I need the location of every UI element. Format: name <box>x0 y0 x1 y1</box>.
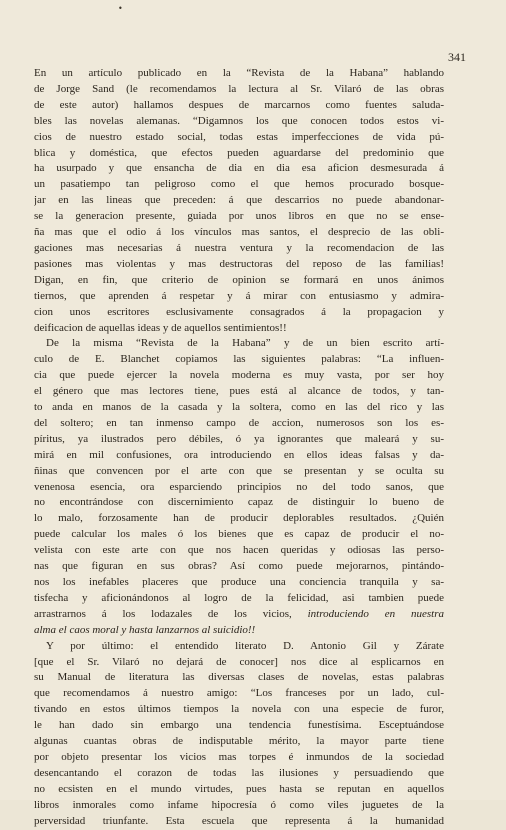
text-line: algunas cuantas obras de indisputable mérito, la mayor parte tiene <box>34 735 444 748</box>
text-line: bles las novelas alemanas. “Digamnos los que conocen todos estos vi- <box>34 114 444 127</box>
text-line: de este autor) hallamos despues de marcarnos como fuentes saluda- <box>34 98 444 111</box>
text-line: un pasatiempo tan peligroso como el que hemos procurado bosque- <box>34 178 444 191</box>
text-line: blica y doméstica, que efectos pueden aguardarse del predominio que <box>34 146 444 159</box>
text-line: puede calcular los males ó los bienes que es capaz de producir el no- <box>34 528 444 541</box>
text-line: del soltero; en tan inmenso campo de accion, numerosos son los es- <box>34 416 444 429</box>
text-line: el género que mas lectores tiene, pues está al alcance de todos, y tan- <box>34 385 444 398</box>
text-line-italic: alma el caos moral y hasta lanzarnos al suicidio!! <box>34 623 256 636</box>
text-line: no ecsisten en el mundo virtudes, pues hasta se reputan en aquellos <box>34 782 444 795</box>
text-line: pasiones mas violentas y mas destructoras del reposo de las familias! <box>34 257 444 270</box>
text-line: cia que puede ejercer la novela moderna es muy vasta, por ser hoy <box>34 369 444 382</box>
text-line: nos los inefables placeres que produce una conciencia tranquila y sa- <box>34 576 444 588</box>
text-line: culo de E. Blanchet copiamos las siguientes palabras: “La influen- <box>34 353 444 366</box>
print-mark: • <box>118 4 123 13</box>
text-line: nas que figuran en sus obras? Así como puede mejorarnos, pintándo- <box>34 560 444 573</box>
text-line: píritus, ya ilustrados pero débiles, ó ya ignorantes que maleará y su- <box>34 432 444 445</box>
text-line: su Manual de literatura las diversas clases de novelas, estas palabras <box>34 671 444 684</box>
body-text <box>34 66 444 830</box>
text-line: ha usurpado y que ensancha de dia en dia esa aficion desmesurada á <box>34 162 444 175</box>
text-line: tivando en estos últimos tiempos la novela con una especie de furor, <box>34 703 444 716</box>
text-line: En un artículo publicado en la “Revista de la Habana” hablando <box>34 67 444 79</box>
text-line: velista con este arte con que nos hacen queridas y odiosas las perso- <box>34 544 444 557</box>
text-line: tisfecha y aficionándonos al logro de la felicidad, asi tambien puede <box>34 591 444 604</box>
text-line: lo malo, forzosamente han de producir deplorables resultados. ¿Quién <box>34 512 444 525</box>
text-line: [que el Sr. Vilaró no dejará de conocer] nos dice al esplicarnos en <box>34 655 444 668</box>
text-line: no encontrándose con discernimiento capaz de distinguir lo bueno de <box>34 496 444 509</box>
text-line: de Jorge Sand (le recomendamos la lectura al Sr. Vilaró de las obras <box>34 82 444 95</box>
text-line: venenosa esencia, ora esparciendo principios no del todo sanos, que <box>34 480 444 493</box>
text-line: deificacion de aquellas ideas y de aquellos sentimientos!! <box>34 321 287 334</box>
plain-run: arrastrarnos á los lodazales de los vicios, <box>34 607 308 620</box>
text-line: libros inmorales como infame hipocresía ó como viles juguetes de la <box>34 798 444 811</box>
text-line: to anda en manos de la casada y la soltera, como en las del rico y las <box>34 401 444 414</box>
text-line: gaciones mas necesarias á nuestra ventura y la recomendacion de las <box>34 241 444 254</box>
page-number: 341 <box>448 50 466 64</box>
text-line-mixed <box>34 607 444 623</box>
text-line: mirá en mil confusiones, ora introduciendo en ellos ideas falsas y da- <box>34 448 444 461</box>
text-line: desencantando el corazon de todas las ilusiones y persuadiendo que <box>34 766 444 779</box>
text-line: Digan, en fin, que criterio de opinion se formará en unos ánimos <box>34 273 444 286</box>
text-line: se la generacion presente, guiada por unos libros en que no se ense- <box>34 210 444 223</box>
text-line: por objeto presentar los vicios mas torpes é inmundos de la sociedad <box>34 750 444 763</box>
text-line: De la misma “Revista de la Habana” y de un bien escrito artí- <box>46 337 444 350</box>
text-line: cios de nuestro estado social, todas estas imperfecciones de vida pú- <box>34 130 444 143</box>
text-line: ña mas que el odio á los vínculos mas santos, el desprecio de las obli- <box>34 226 444 239</box>
text-line: tiernos, que aprenden á respetar y á mirar con entusiasmo y admira- <box>34 289 444 302</box>
italic-run: introduciendo en nuestra <box>307 607 444 620</box>
text-line: le han dado sin embargo una tendencia funestísima. Esceptuándose <box>34 719 444 732</box>
text-line: Y por último: el entendido literato D. Antonio Gil y Zárate <box>46 639 444 652</box>
text-line: cion unos escritores esclusivamente consagrados á la propagacion y <box>34 305 444 318</box>
text-line: perversidad triunfante. Esta escuela que representa á la humanidad <box>34 814 444 827</box>
text-line: que recomendamos á nuestro amigo: “Los franceses por un lado, cul- <box>34 687 444 700</box>
text-line: jar en las lineas que preceden: á que descarrios no puede abandonar- <box>34 194 444 207</box>
text-line: ñinas que convencen por el arte con que se presentan y se oculta su <box>34 464 444 477</box>
